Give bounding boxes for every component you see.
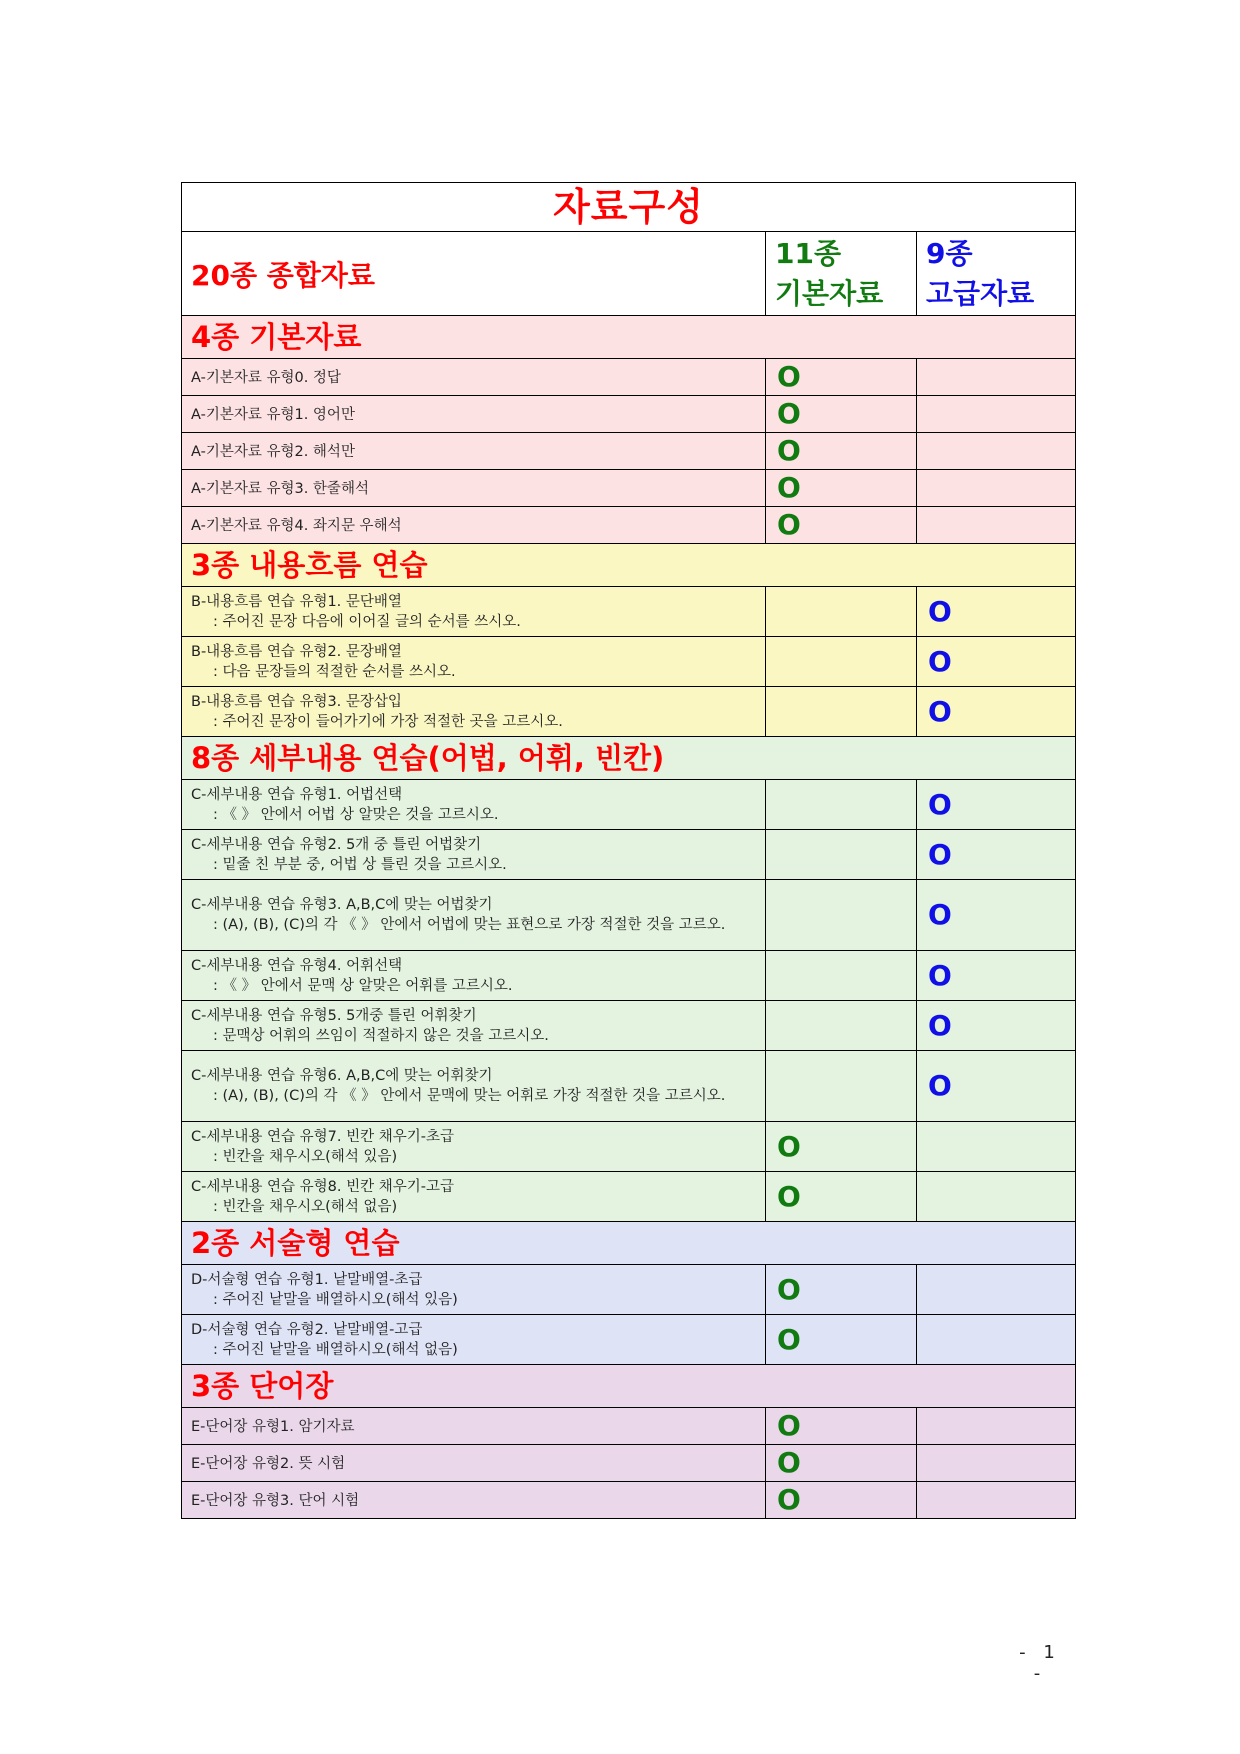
basic-check-mark <box>775 1069 777 1102</box>
item-description: : 빈칸을 채우시오(해석 있음) <box>213 1148 398 1165</box>
basic-check-mark: O <box>777 397 801 430</box>
materials-table <box>181 182 1076 1519</box>
advanced-check-mark <box>926 1409 928 1442</box>
basic-check-mark <box>775 838 777 871</box>
header-basic-count: 11종 <box>775 236 842 270</box>
advanced-check-mark: O <box>928 694 952 728</box>
item-description: : (A), (B), (C)의 각 《 》 안에서 어법에 맞는 표현으로 가장 적절한 것을 고르오. <box>213 917 726 933</box>
table-row <box>182 1001 1076 1051</box>
item-title: A-기본자료 유형0. 정답 <box>191 369 341 386</box>
section-label: 4종 기본자료 <box>191 320 362 354</box>
header-basic-label: 기본자료 <box>775 276 884 310</box>
table-row <box>182 637 1076 687</box>
basic-check-mark <box>775 788 777 821</box>
title-row <box>182 183 1076 232</box>
advanced-check-mark: O <box>928 787 952 821</box>
basic-check-mark: O <box>777 1129 801 1163</box>
basic-check-mark <box>775 898 777 931</box>
basic-check-mark <box>775 645 777 678</box>
advanced-check-mark <box>926 1180 928 1213</box>
item-title: B-내용흐름 연습 유형2. 문장배열 <box>191 643 402 660</box>
advanced-check-mark: O <box>928 594 952 628</box>
item-title: C-세부내용 연습 유형6. A,B,C에 맞는 어휘찾기 <box>191 1068 493 1084</box>
section-label: 2종 서술형 연습 <box>191 1226 400 1260</box>
header-basic-cell <box>766 232 917 316</box>
advanced-check-mark: O <box>928 1008 952 1042</box>
basic-check-mark: O <box>777 1322 801 1356</box>
item-description: : 주어진 낱말을 배열하시오(해석 없음) <box>213 1341 458 1358</box>
section-label: 3종 단어장 <box>191 1369 334 1403</box>
table-row <box>182 951 1076 1001</box>
table-row <box>182 1122 1076 1172</box>
advanced-check-mark <box>926 471 928 504</box>
advanced-check-mark: O <box>928 898 952 931</box>
basic-check-mark <box>775 959 777 992</box>
section-header-c <box>182 737 1076 780</box>
item-description: : 밑줄 친 부분 중, 어법 상 틀린 것을 고르시오. <box>213 856 507 873</box>
section-label: 8종 세부내용 연습(어법, 어휘, 빈칸) <box>191 741 665 775</box>
section-label: 3종 내용흐름 연습 <box>191 548 428 582</box>
item-title: B-내용흐름 연습 유형1. 문단배열 <box>191 593 402 610</box>
item-title: A-기본자료 유형4. 좌지문 우해석 <box>191 517 402 534</box>
advanced-check-mark <box>926 1273 928 1306</box>
table-row <box>182 687 1076 737</box>
table-row <box>182 880 1076 951</box>
basic-check-mark: O <box>777 1409 801 1442</box>
section-header-d <box>182 1222 1076 1265</box>
item-title: C-세부내용 연습 유형1. 어법선택 <box>191 786 403 803</box>
header-main-label: 20종 종합자료 <box>191 258 375 292</box>
advanced-check-mark: O <box>928 1069 952 1102</box>
table-row <box>182 780 1076 830</box>
table-row <box>182 830 1076 880</box>
item-description: : 다음 문장들의 적절한 순서를 쓰시오. <box>213 663 456 680</box>
advanced-check-mark <box>926 1446 928 1479</box>
item-title: C-세부내용 연습 유형3. A,B,C에 맞는 어법찾기 <box>191 897 493 913</box>
advanced-check-mark: O <box>928 837 952 871</box>
table-row <box>182 1172 1076 1222</box>
table-row <box>182 359 1076 396</box>
item-title: C-세부내용 연습 유형8. 빈칸 채우기-고급 <box>191 1178 454 1195</box>
item-title: C-세부내용 연습 유형2. 5개 중 틀린 어법찾기 <box>191 836 482 853</box>
basic-check-mark <box>775 1009 777 1042</box>
table-row <box>182 470 1076 507</box>
basic-check-mark: O <box>777 1179 801 1213</box>
header-main-cell <box>182 232 766 316</box>
page-title: 자료구성 <box>553 185 704 229</box>
table-row <box>182 1408 1076 1445</box>
item-title: C-세부내용 연습 유형5. 5개중 틀린 어휘찾기 <box>191 1007 477 1024</box>
title-cell <box>182 183 1076 232</box>
table-row <box>182 433 1076 470</box>
page-number: - 1 - <box>1019 1642 1061 1684</box>
item-description: : 《 》 안에서 문맥 상 알맞은 어휘를 고르시오. <box>213 977 513 994</box>
section-header-b <box>182 544 1076 587</box>
item-description: : 주어진 문장 다음에 이어질 글의 순서를 쓰시오. <box>213 613 521 630</box>
item-title: A-기본자료 유형3. 한줄해석 <box>191 480 369 497</box>
advanced-check-mark: O <box>928 958 952 992</box>
item-description: : 주어진 문장이 들어가기에 가장 적절한 곳을 고르시오. <box>213 713 563 730</box>
basic-check-mark: O <box>777 1272 801 1306</box>
item-title: E-단어장 유형1. 암기자료 <box>191 1418 355 1435</box>
table-row <box>182 1051 1076 1122</box>
table-row <box>182 396 1076 433</box>
basic-check-mark: O <box>777 1483 801 1516</box>
item-title: C-세부내용 연습 유형7. 빈칸 채우기-초급 <box>191 1128 454 1145</box>
header-advanced-label: 고급자료 <box>926 276 1035 310</box>
item-description: : 주어진 낱말을 배열하시오(해석 있음) <box>213 1291 458 1308</box>
item-description: : 《 》 안에서 어법 상 알맞은 것을 고르시오. <box>213 806 499 823</box>
basic-check-mark: O <box>777 508 801 541</box>
basic-check-mark: O <box>777 1446 801 1479</box>
basic-check-mark: O <box>777 471 801 504</box>
advanced-check-mark <box>926 1323 928 1356</box>
table-row <box>182 1315 1076 1365</box>
header-row <box>182 232 1076 316</box>
basic-check-mark <box>775 595 777 628</box>
advanced-check-mark <box>926 508 928 541</box>
item-title: E-단어장 유형2. 뜻 시험 <box>191 1455 346 1472</box>
advanced-check-mark <box>926 434 928 467</box>
advanced-check-mark: O <box>928 644 952 678</box>
table-row <box>182 1265 1076 1315</box>
item-description: : 빈칸을 채우시오(해석 없음) <box>213 1198 398 1215</box>
item-description: : 문맥상 어휘의 쓰임이 적절하지 않은 것을 고르시오. <box>213 1027 549 1044</box>
item-title: A-기본자료 유형1. 영어만 <box>191 406 355 423</box>
section-header-e <box>182 1365 1076 1408</box>
advanced-check-mark <box>926 1130 928 1163</box>
item-title: A-기본자료 유형2. 해석만 <box>191 443 355 460</box>
basic-check-mark <box>775 695 777 728</box>
basic-check-mark: O <box>777 434 801 467</box>
table-row <box>182 1445 1076 1482</box>
section-header-a <box>182 316 1076 359</box>
header-advanced-count: 9종 <box>926 236 973 270</box>
table-row <box>182 1482 1076 1519</box>
advanced-check-mark <box>926 360 928 393</box>
item-title: D-서술형 연습 유형2. 낱말배열-고급 <box>191 1321 423 1338</box>
table-row <box>182 587 1076 637</box>
header-advanced-cell <box>917 232 1076 316</box>
table-row <box>182 507 1076 544</box>
item-description: : (A), (B), (C)의 각 《 》 안에서 문맥에 맞는 어휘로 가장 적절한 것을 고르시오. <box>213 1088 726 1104</box>
advanced-check-mark <box>926 397 928 430</box>
item-title: D-서술형 연습 유형1. 낱말배열-초급 <box>191 1271 423 1288</box>
advanced-check-mark <box>926 1483 928 1516</box>
item-title: C-세부내용 연습 유형4. 어휘선택 <box>191 957 403 974</box>
item-title: E-단어장 유형3. 단어 시험 <box>191 1492 360 1509</box>
item-title: B-내용흐름 연습 유형3. 문장삽입 <box>191 693 402 710</box>
basic-check-mark: O <box>777 360 801 393</box>
